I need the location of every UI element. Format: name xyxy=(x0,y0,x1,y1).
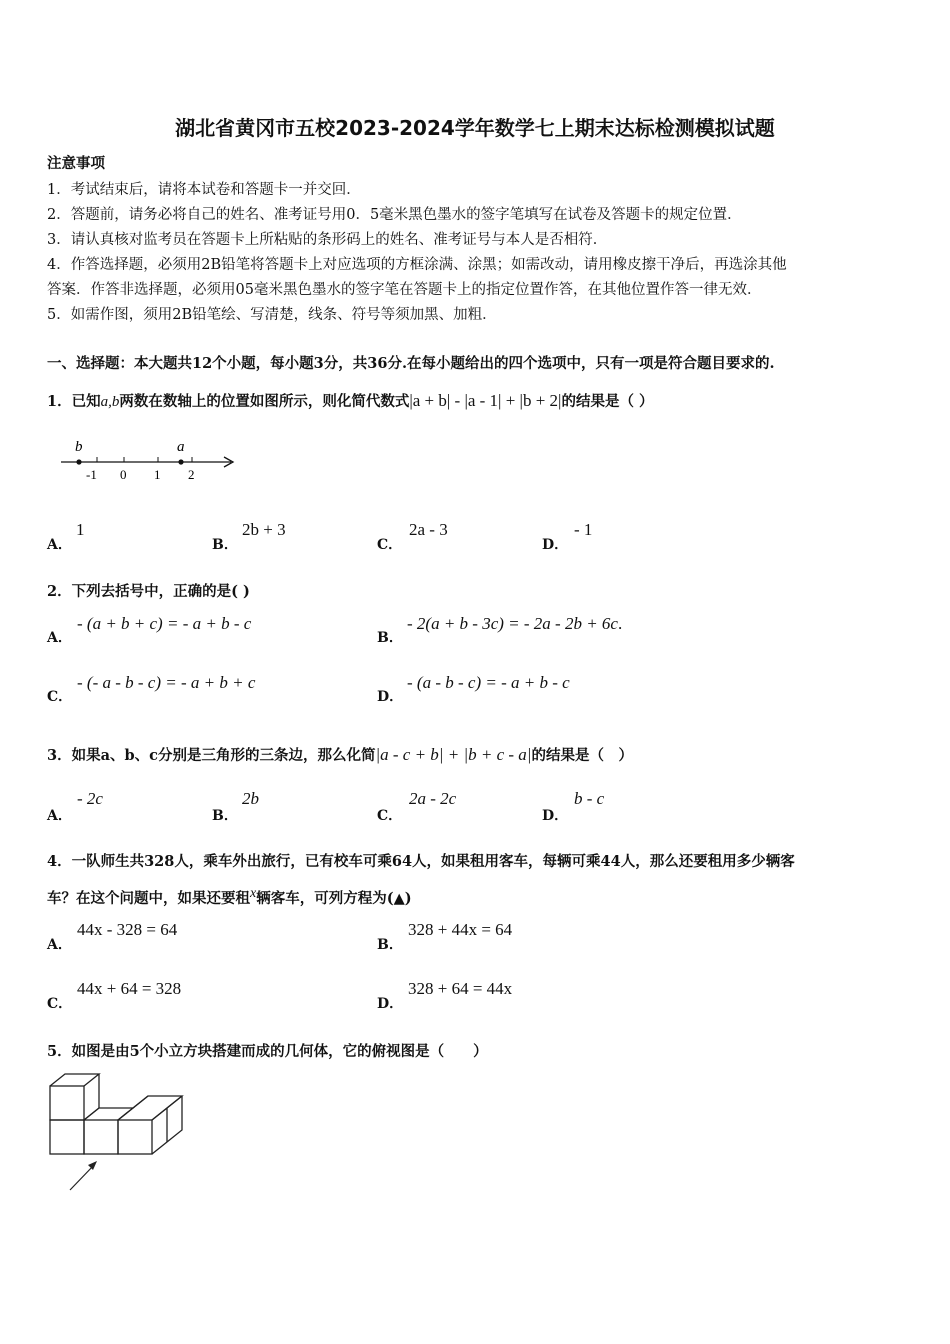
q3-stem xyxy=(47,744,633,765)
tick-label: -1 xyxy=(86,467,97,482)
q2-stem: 2．下列去括号中，正确的是( ) xyxy=(47,583,250,600)
point-b-label: b xyxy=(75,439,83,455)
q4-stem-line1: 4．一队师生共328人，乘车外出旅行，已有校车可乘64人，如果租用客车，每辆可乘44人，那么还要租用多少辆客 xyxy=(47,853,795,870)
q4-label-a: A． xyxy=(47,937,72,953)
note-item: 4．作答选择题，必须用2B铅笔将答题卡上对应选项的方框涂满、涂黑；如需改动，请用橡皮擦干净后，再选涂其他 xyxy=(47,257,787,273)
q3-option-b: 2b xyxy=(242,789,259,808)
q2-label-d: D． xyxy=(377,689,404,705)
q3-label-c: C． xyxy=(377,808,403,824)
q1-label-d: D． xyxy=(542,537,569,553)
section-heading: 一、选择题：本大题共12个小题，每小题3分，共36分.在每小题给出的四个选项中，只有一项是符合题目要求的. xyxy=(47,355,775,372)
q5-stem: 5．如图是由5个小立方块搭建而成的几何体，它的俯视图是（ ） xyxy=(47,1043,488,1060)
tick-label: 2 xyxy=(188,467,195,482)
q4-label-b: B． xyxy=(377,937,403,953)
q3-option-c: 2a - 2c xyxy=(409,789,457,808)
q4-stem-line2 xyxy=(47,887,412,908)
q1-mid: 两数在数轴上的位置如图所示，则化简代数式 xyxy=(119,393,410,410)
notes-heading: 注意事项 xyxy=(47,155,105,172)
q1-label-c: C． xyxy=(377,537,403,553)
q4-line2-end: ) xyxy=(404,890,412,907)
point-a xyxy=(178,459,183,464)
page-title: 湖北省黄冈市五校2023-2024学年数学七上期末达标检测模拟试题 xyxy=(175,116,775,140)
q1-option-b: 2b + 3 xyxy=(242,520,286,539)
note-item: 3．请认真核对监考员在答题卡上所粘贴的条形码上的姓名、准考证号与本人是否相符． xyxy=(47,232,608,248)
answer-marker-icon: ▲ xyxy=(393,890,405,907)
q3-pre: 3．如果a、b、c分别是三角形的三条边，那么化简 xyxy=(47,747,376,764)
q4-label-c: C． xyxy=(47,996,73,1012)
q2-label-b: B． xyxy=(377,630,403,646)
q3-expr: |a - c + b| + |b + c - a| xyxy=(375,745,532,764)
q4-option-b: 328 + 44x = 64 xyxy=(408,920,513,939)
q2-label-c: C． xyxy=(47,689,73,705)
q2-option-b: - 2(a + b - 3c) = - 2a - 2b + 6c. xyxy=(407,614,623,633)
note-item: 1．考试结束后，请将本试卷和答题卡一并交回． xyxy=(47,182,361,198)
point-b xyxy=(76,459,81,464)
q2-label-a: A． xyxy=(47,630,72,646)
tick-label: 0 xyxy=(120,467,127,482)
q2-option-d: - (a - b - c) = - a + b - c xyxy=(407,673,570,692)
q1-number-line xyxy=(55,436,240,486)
q4-option-c: 44x + 64 = 328 xyxy=(77,979,182,998)
q3-label-b: B． xyxy=(212,808,238,824)
q1-option-a: 1 xyxy=(76,520,85,539)
q4-line2-pre: 车？在这个问题中，如果还要租 xyxy=(47,890,250,907)
q3-post: 的结果是（ ） xyxy=(531,747,633,764)
q4-var: x xyxy=(250,886,257,901)
note-item: 答案．作答非选择题，必须用05毫米黑色墨水的签字笔在答题卡上的指定位置作答，在其他位置作答一律无效． xyxy=(47,282,762,298)
q1-label-a: A． xyxy=(47,537,72,553)
q1-option-c: 2a - 3 xyxy=(409,520,448,539)
q1-post: 的结果是（ ） xyxy=(561,393,654,410)
q4-option-a: 44x - 328 = 64 xyxy=(77,920,178,939)
q3-label-d: D． xyxy=(542,808,569,824)
q4-label-d: D． xyxy=(377,996,404,1012)
q2-option-c: - (- a - b - c) = - a + b + c xyxy=(77,673,256,692)
q2-option-a: - (a + b + c) = - a + b - c xyxy=(77,614,252,633)
tick-label: 1 xyxy=(154,467,161,482)
note-item: 2．答题前，请务必将自己的姓名、准考证号用0．5毫米黑色墨水的签字笔填写在试卷及答题卡的规定位置． xyxy=(47,207,742,223)
q1-expr: |a + b| - |a - 1| + |b + 2| xyxy=(409,391,562,410)
q1-option-d: - 1 xyxy=(574,520,593,539)
q4-option-d: 328 + 64 = 44x xyxy=(408,979,513,998)
q1-label-b: B． xyxy=(212,537,238,553)
q3-label-a: A． xyxy=(47,808,72,824)
point-a-label: a xyxy=(177,439,185,455)
q5-cube-figure xyxy=(45,1070,190,1195)
note-item: 5．如需作图，须用2B铅笔绘、写清楚，线条、符号等须加黑、加粗． xyxy=(47,307,497,323)
q1-stem xyxy=(47,390,654,411)
q3-option-a: - 2c xyxy=(77,789,103,808)
q3-option-d: b - c xyxy=(574,789,605,808)
q1-vars: a,b xyxy=(100,394,120,410)
q4-line2-post: 辆客车，可列方程为( xyxy=(256,890,394,907)
q1-pre: 1．已知 xyxy=(47,393,101,410)
